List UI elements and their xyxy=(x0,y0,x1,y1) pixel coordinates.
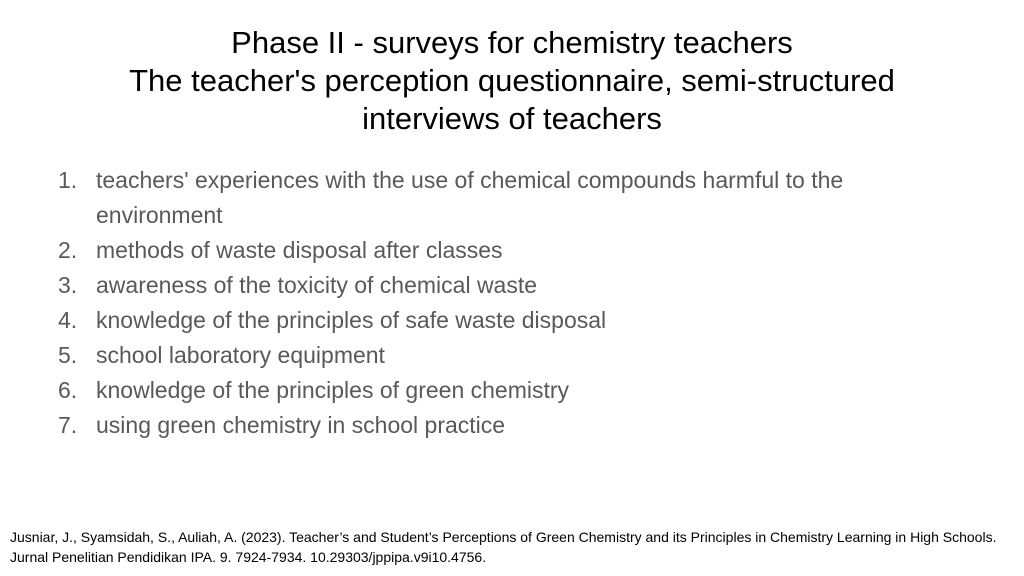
title-line-1: Phase II - surveys for chemistry teachers xyxy=(231,25,793,60)
list-item xyxy=(58,268,958,303)
list-item-number: 1. xyxy=(58,167,78,193)
list-item xyxy=(58,408,958,443)
list-item xyxy=(58,163,958,233)
title-line-2: The teacher's perception questionnaire, semi-structured xyxy=(129,63,895,98)
list-item-number: 4. xyxy=(58,307,78,333)
list-item xyxy=(58,233,958,268)
list-item-text: knowledge of the principles of green chemistry xyxy=(96,377,570,403)
list-item xyxy=(58,338,958,373)
list-item-text: teachers' experiences with the use of chemical compounds harmful to the environment xyxy=(96,167,844,228)
list-item-number: 6. xyxy=(58,377,78,403)
slide-title xyxy=(20,24,1004,138)
citation-footnote: Jusniar, J., Syamsidah, S., Auliah, A. (2023). Teacher’s and Student’s Perceptions of Green Chemistry and its Principles in Chemistry Learning in High Schools. Jurnal Penelitian Pendidikan IPA. 9. 7924-7934. 10.29303/jppipa.v9i10.4756. xyxy=(10,529,997,565)
list-item-text: using green chemistry in school practice xyxy=(96,412,506,438)
list-item-number: 5. xyxy=(58,342,78,368)
list-item-number: 7. xyxy=(58,412,78,438)
topic-list xyxy=(58,163,958,443)
title-line-3: interviews of teachers xyxy=(362,101,662,136)
list-item xyxy=(58,303,958,338)
list-item-text: methods of waste disposal after classes xyxy=(96,237,503,263)
list-item xyxy=(58,373,958,408)
list-item-text: awareness of the toxicity of chemical waste xyxy=(96,272,538,298)
list-item-number: 3. xyxy=(58,272,78,298)
list-item-text: school laboratory equipment xyxy=(96,342,385,368)
list-item-number: 2. xyxy=(58,237,78,263)
list-item-text: knowledge of the principles of safe waste disposal xyxy=(96,307,607,333)
